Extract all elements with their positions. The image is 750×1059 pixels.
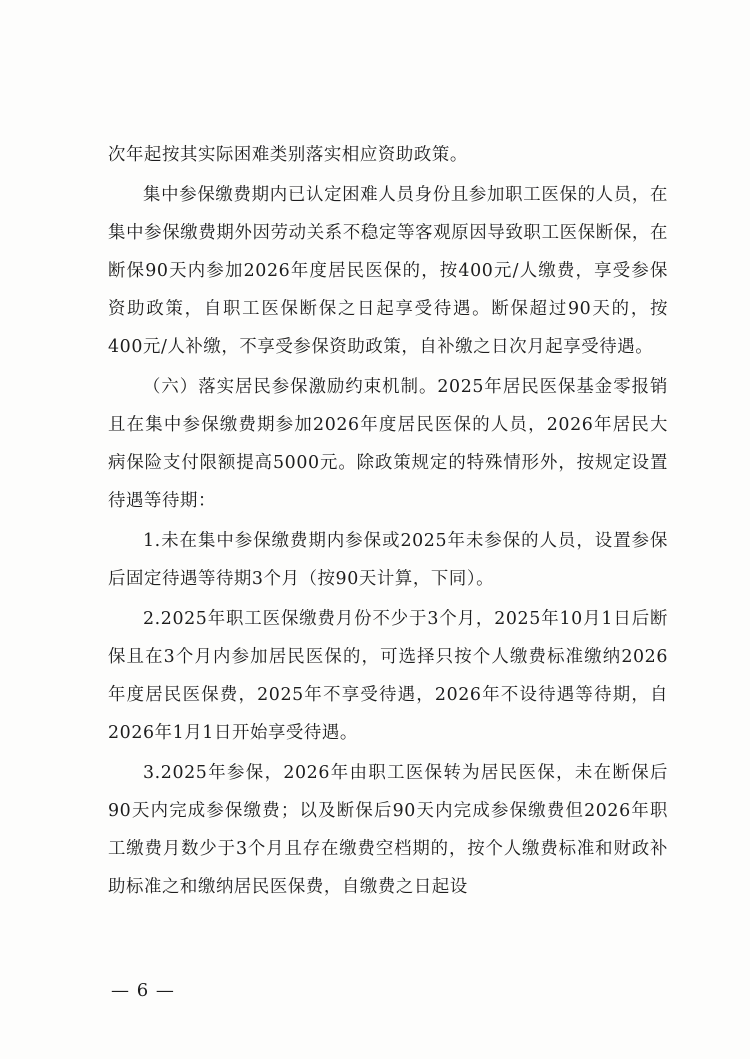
page-number: — 6 —	[111, 980, 175, 1001]
document-body	[108, 136, 668, 906]
paragraph-incentive-mechanism: （六）落实居民参保激励约束机制。2025年居民医保基金零报销且在集中参保缴费期参加2026年度居民医保的人员，2026年居民大病保险支付限额提高5000元。除政策规定的特殊情形外，按规定设置待遇等待期：	[108, 377, 668, 511]
paragraph-item-1: 1.未在集中参保缴费期内参保或2025年未参保的人员，设置参保后固定待遇等待期3个月（按90天计算，下同）。	[108, 531, 668, 589]
paragraph-continuation: 次年起按其实际困难类别落实相应资助政策。	[108, 145, 468, 165]
paragraph-item-2: 2.2025年职工医保缴费月份不少于3个月，2025年10月1日后断保且在3个月内参加居民医保的，可选择只按个人缴费标准缴纳2026年度居民医保费，2025年不享受待遇，2026年不设待遇等待期，自2026年1月1日开始享受待遇。	[108, 609, 668, 743]
paragraph-item-3: 3.2025年参保，2026年由职工医保转为居民医保，未在断保后90天内完成参保缴费；以及断保后90天内完成参保缴费但2026年职工缴费月数少于3个月且存在缴费空档期的，按个人缴费标准和财政补助标准之和缴纳居民医保费，自缴费之日起设	[108, 763, 668, 897]
paragraph-employee-insurance-break: 集中参保缴费期内已认定困难人员身份且参加职工医保的人员，在集中参保缴费期外因劳动关系不稳定等客观原因导致职工医保断保，在断保90天内参加2026年度居民医保的，按400元/人缴费，享受参保资助政策，自职工医保断保之日起享受待遇。断保超过90天的，按400元/人补缴，不享受参保资助政策，自补缴之日次月起享受待遇。	[108, 185, 668, 357]
